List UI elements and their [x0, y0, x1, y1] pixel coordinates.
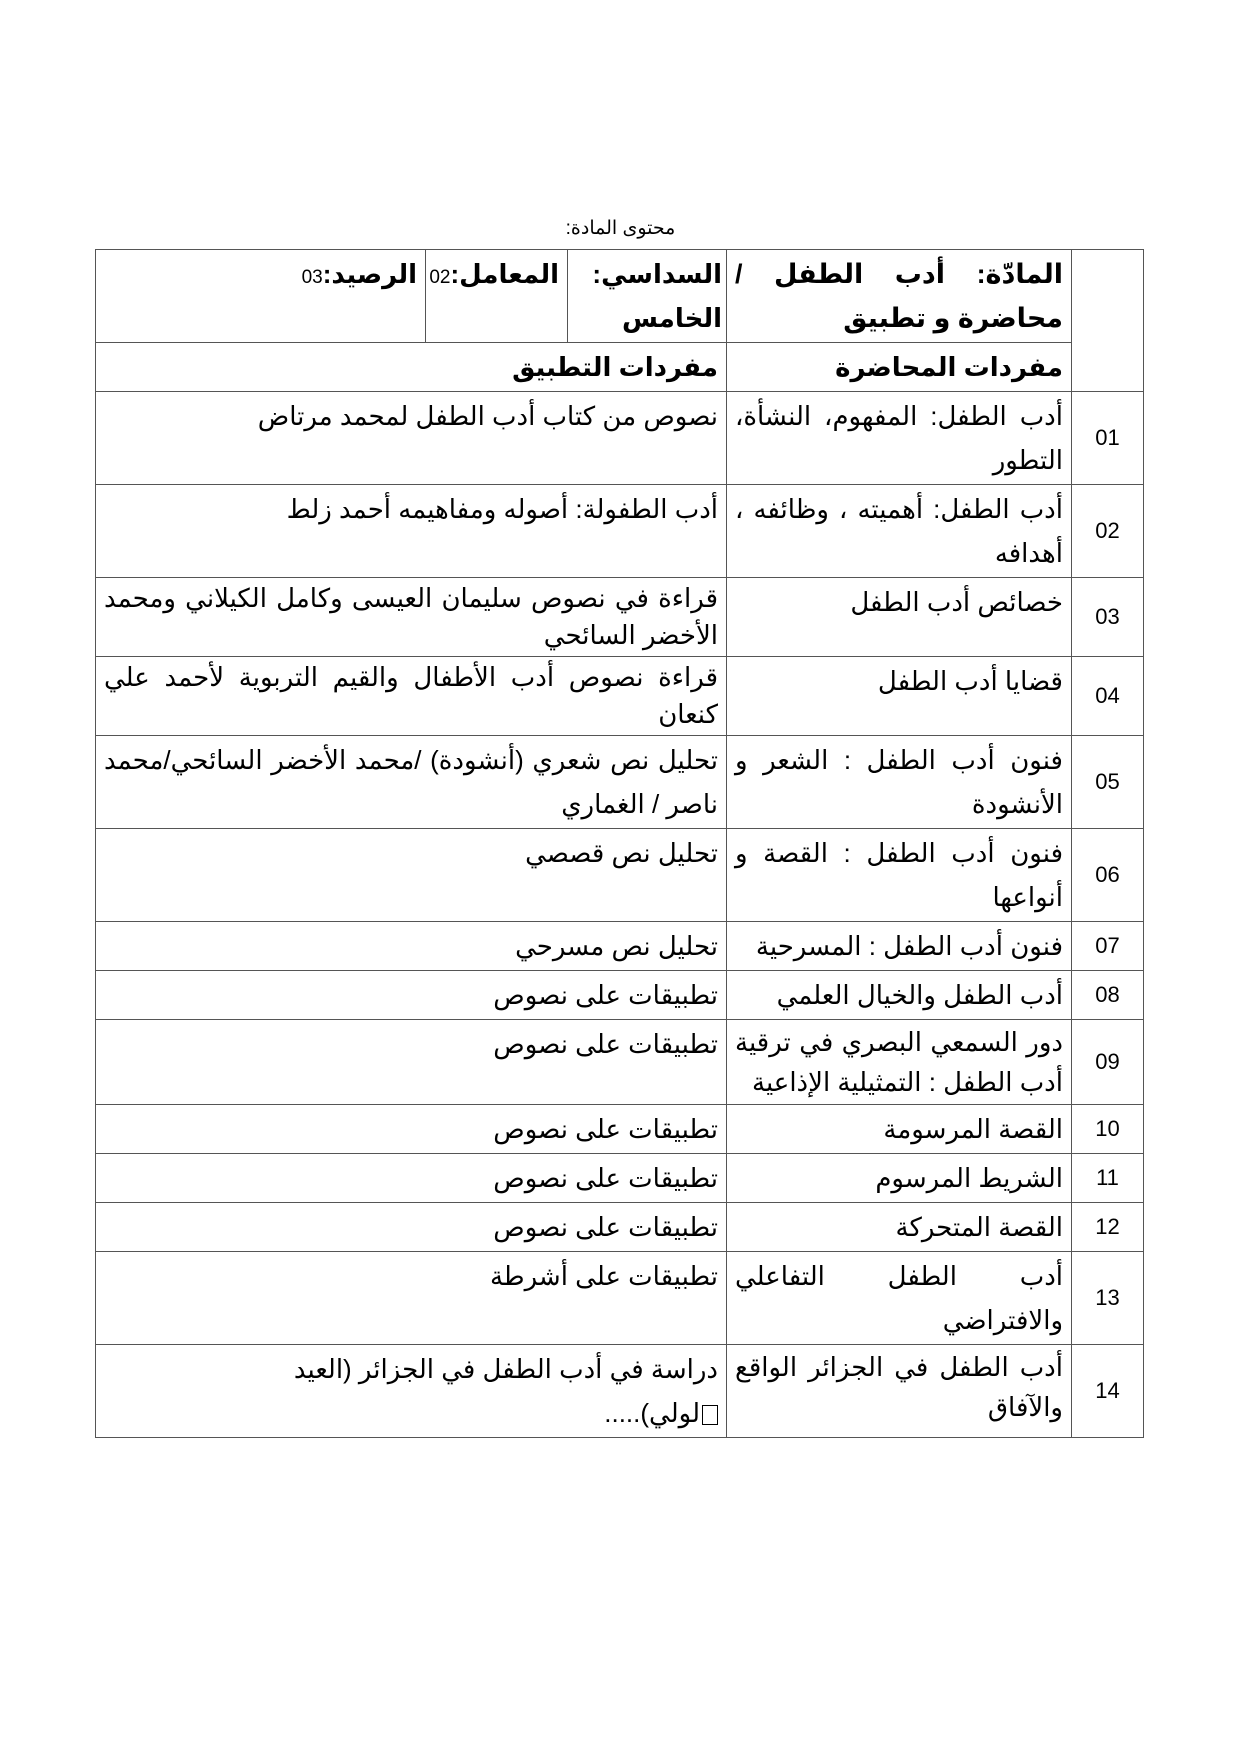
- table-row: [96, 485, 1144, 578]
- header-row: [96, 250, 1144, 343]
- lecture-item: فنون أدب الطفل : الشعر و الأنشودة: [727, 736, 1072, 829]
- row-number: 09: [1072, 1020, 1144, 1105]
- application-item: تحليل نص قصصي: [96, 829, 727, 922]
- lecture-item: فنون أدب الطفل : المسرحية: [727, 922, 1072, 971]
- application-text-part-2: لولي).....: [604, 1398, 700, 1428]
- row-number: 06: [1072, 829, 1144, 922]
- table-row: [96, 578, 1144, 657]
- lecture-item: القصة المرسومة: [727, 1105, 1072, 1154]
- semester-cell: [568, 250, 727, 343]
- application-item: نصوص من كتاب أدب الطفل لمحمد مرتاض: [96, 392, 727, 485]
- semester-value: الخامس: [621, 303, 722, 333]
- coefficient-value: 02: [429, 267, 451, 288]
- table-row: [96, 392, 1144, 485]
- table-row: [96, 1105, 1144, 1154]
- row-number: 05: [1072, 736, 1144, 829]
- content-caption: محتوى المادة:: [565, 218, 676, 239]
- row-number: 01: [1072, 392, 1144, 485]
- missing-glyph-box: [702, 1405, 718, 1425]
- lecture-item: قضايا أدب الطفل: [727, 657, 1072, 736]
- row-number: 13: [1072, 1252, 1144, 1345]
- application-item: [96, 1345, 727, 1438]
- row-number: 12: [1072, 1203, 1144, 1252]
- lecture-column-heading: مفردات المحاضرة: [727, 343, 1072, 392]
- credit-value: 03: [301, 267, 323, 288]
- table-row: [96, 922, 1144, 971]
- table-row: [96, 1203, 1144, 1252]
- application-item: قراءة نصوص أدب الأطفال والقيم التربوية لأحمد علي كنعان: [96, 657, 727, 736]
- column-heading-row: [96, 343, 1144, 392]
- lecture-item: فنون أدب الطفل : القصة و أنواعها: [727, 829, 1072, 922]
- row-number: 10: [1072, 1105, 1144, 1154]
- credit-cell: [96, 250, 426, 343]
- application-item: تطبيقات على نصوص: [96, 1020, 727, 1105]
- application-item: تحليل نص مسرحي: [96, 922, 727, 971]
- row-number: 03: [1072, 578, 1144, 657]
- lecture-item: خصائص أدب الطفل: [727, 578, 1072, 657]
- subject-cell: [727, 250, 1072, 343]
- lecture-item: القصة المتحركة: [727, 1203, 1072, 1252]
- lecture-item: دور السمعي البصري في ترقية أدب الطفل : التمثيلية الإذاعية: [727, 1020, 1072, 1105]
- table-row: [96, 1154, 1144, 1203]
- table-row: [96, 1252, 1144, 1345]
- lecture-item: أدب الطفل: المفهوم، النشأة، التطور: [727, 392, 1072, 485]
- row-number: 14: [1072, 1345, 1144, 1438]
- application-item: تطبيقات على نصوص: [96, 1203, 727, 1252]
- application-item: أدب الطفولة: أصوله ومفاهيمه أحمد زلط: [96, 485, 727, 578]
- row-number: 02: [1072, 485, 1144, 578]
- table-row: [96, 1345, 1144, 1438]
- application-item: قراءة في نصوص سليمان العيسى وكامل الكيلاني ومحمد الأخضر السائحي: [96, 578, 727, 657]
- table-row: [96, 971, 1144, 1020]
- row-number: 07: [1072, 922, 1144, 971]
- subject-title: المادّة: أدب الطفل / محاضرة و تطبيق: [735, 259, 1063, 333]
- lecture-item: أدب الطفل: أهميته ، وظائفه ، أهدافه: [727, 485, 1072, 578]
- lecture-item: أدب الطفل التفاعلي والافتراضي: [727, 1252, 1072, 1345]
- lecture-item: أدب الطفل والخيال العلمي: [727, 971, 1072, 1020]
- coefficient-cell: [426, 250, 568, 343]
- lecture-item: الشريط المرسوم: [727, 1154, 1072, 1203]
- course-content-table: [95, 249, 1144, 1438]
- application-item: تطبيقات على نصوص: [96, 1105, 727, 1154]
- row-number: 11: [1072, 1154, 1144, 1203]
- application-item: تحليل نص شعري (أنشودة) /محمد الأخضر السائحي/محمد ناصر / الغماري: [96, 736, 727, 829]
- application-item: تطبيقات على نصوص: [96, 971, 727, 1020]
- application-column-heading: مفردات التطبيق: [96, 343, 727, 392]
- table-row: [96, 1020, 1144, 1105]
- table-row: [96, 657, 1144, 736]
- table-row: [96, 736, 1144, 829]
- table-row: [96, 829, 1144, 922]
- application-text-part-1: دراسة في أدب الطفل في الجزائر (العيد: [293, 1354, 718, 1384]
- coefficient-label: المعامل:: [450, 259, 559, 289]
- header-blank-cell: [1072, 250, 1144, 392]
- lecture-item: أدب الطفل في الجزائر الواقع والآفاق: [727, 1345, 1072, 1438]
- application-item: تطبيقات على نصوص: [96, 1154, 727, 1203]
- row-number: 08: [1072, 971, 1144, 1020]
- semester-label: السداسي:: [592, 259, 722, 289]
- application-item: تطبيقات على أشرطة: [96, 1252, 727, 1345]
- credit-label: الرصيد:: [322, 259, 417, 289]
- row-number: 04: [1072, 657, 1144, 736]
